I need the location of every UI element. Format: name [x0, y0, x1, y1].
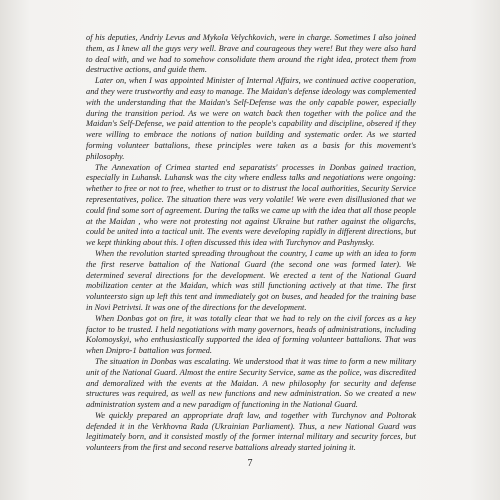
paragraph-6: The situation in Donbas was escalating. We understood that it was time to form a new military unit of the National Guard. Almost the entire Security Service, same as the police, was discredited and demoralized with the events at the Maidan. A new philosophy for security and defense structures was required, as well as new functions and new administration. So we created a new administration system and a new paradigm of functioning in the National Guard. [86, 356, 416, 410]
paragraph-1: of his deputies, Andriy Levus and Mykola Velychkovich, were in charge. Sometimes I also joined them, as I knew all the guys very well. Brave and courageous they were! But they were also hard to deal with, and we had to somehow consolidate them around the right idea, protect them from destructive actions, and guide them. [86, 33, 416, 75]
page-number: 7 [247, 458, 253, 469]
paragraph-7: We quickly prepared an appropriate draft law, and together with Turchynov and Poltorak defended it in the Verkhovna Rada (Ukrainian Parliament). Thus, a new National Guard was legitimately born, and it consisted mostly of the former internal military and security forces, but volunteers from the first and second reserve battalions already started joining it. [86, 410, 416, 453]
paragraph-2: Later on, when I was appointed Minister of Internal Affairs, we continued active cooperation, and they were trustworthy and easy to manage. The Maidan's defense ideology was complemented with the understanding that the Maidan's Self-Defense was the only capable power, especially during the transition period. As we were on watch back then together with the police and the Maidan's Self-Defense, we paid attention to the people's capability and discipline, obsered if they were willing to embrace the notions of nation building and systematic order. As we started forming volunteer battalions, these principles were taken as a basis for this movement's philosophy. [86, 76, 416, 161]
paragraph-3: The Annexation of Crimea started end separatists' processes in Donbas gained traction, especially in Luhansk. Luhansk was the city where endless talks and negotiations were ongoing: whether to free or not to free, whether to trust or to distrust the local authorities, Security Service representatives, police. The situation there was very volatile! We were even disillusioned that we could find some sort of agreement. During the talks we came up with the idea that all those people at the Maidan , who were not protesting not against Ukraine but rather against the oligarchs, could be united into a tactical unit. The events were developing rapidly in different directions, but we kept thinking about this. I often discussed this idea with Turchynov and Pashynsky. [86, 162, 416, 248]
body-text [86, 33, 416, 454]
paragraph-5: When Donbas got on fire, it was totally clear that we had to rely on the civil forces as a key factor to be trusted. I held negotiations with many governors, heads of administrations, including Kolomoyskyi, who enthusiastically supported the idea of forming volunteer battalions. That was when Dnipro-1 battalion was formed. [86, 313, 416, 356]
paragraph-4: When the revolution started spreading throughout the country, I came up with an idea to form the first reserve battalion of the National Guard (the second one was formed later). We determined several directions for the development. We erected a tent of the National Guard mobilization center at the Maidan, which was still functioning actively at that time. The first volunteersto sign up left this tent and immediately got on buses, and headed for the training base in Novi Petrivtsi. It was one of the directions for the development. [86, 248, 416, 312]
